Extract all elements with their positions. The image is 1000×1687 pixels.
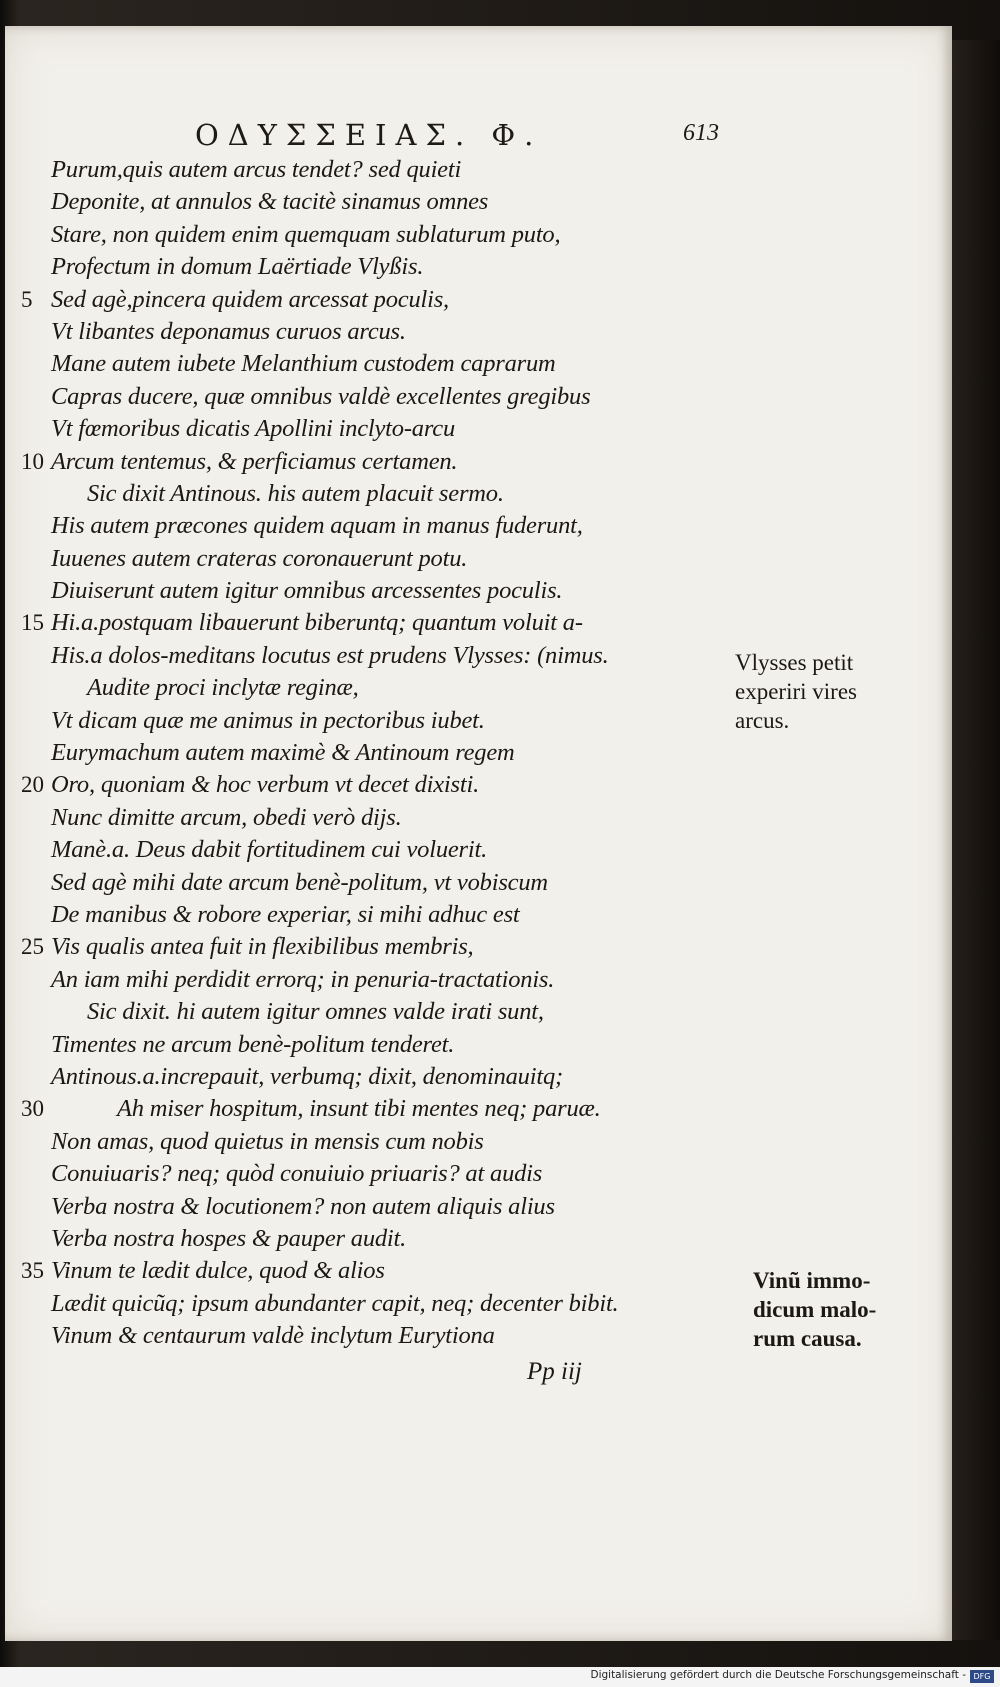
verse-line	[5, 543, 745, 575]
verse-text: Arcum tentemus, & perficiamus certamen.	[51, 447, 458, 475]
verse-line	[5, 478, 745, 510]
verse-line	[5, 575, 745, 607]
verse-line	[5, 413, 745, 445]
verse-line	[5, 1320, 745, 1352]
verse-text: Vis qualis antea fuit in flexibilibus membris,	[51, 933, 474, 961]
verse-text: Antinous.a.increpauit, verbumq; dixit, denominauitq;	[51, 1062, 563, 1090]
verse-text: His.a dolos-meditans locutus est prudens Vlysses: (nimus.	[51, 641, 609, 669]
verse-line	[5, 996, 745, 1028]
page-number: 613	[683, 120, 719, 146]
verse-line	[5, 899, 745, 931]
verse-text: Deponite, at annulos & tacitè sinamus omnes	[51, 188, 489, 216]
verse-line	[5, 1288, 745, 1320]
line-number: 30	[21, 1096, 44, 1122]
verse-text: Eurymachum autem maximè & Antinoum regem	[51, 739, 515, 767]
book-page	[5, 26, 952, 1641]
verse-line	[5, 1223, 745, 1255]
verse-text: Timentes ne arcum benè-politum tenderet.	[51, 1030, 455, 1058]
verse-text: Vt dicam quæ me animus in pectoribus iubet.	[51, 706, 485, 734]
margin-note-line: arcus.	[735, 708, 790, 733]
verse-text: Oro, quoniam & hoc verbum vt decet dixisti.	[51, 771, 479, 799]
verse-line	[5, 1255, 745, 1287]
verse-line	[5, 510, 745, 542]
verse-line	[5, 219, 745, 251]
verse-text-block	[5, 154, 745, 1352]
verse-line	[5, 1029, 745, 1061]
verse-line	[5, 186, 745, 218]
verse-text: Vt fœmoribus dicatis Apollini inclyto-arcu	[51, 415, 455, 443]
margin-note-line: dicum malo-	[753, 1297, 877, 1322]
verse-text: Manè.a. Deus dabit fortitudinem cui voluerit.	[51, 836, 488, 864]
verse-line	[5, 154, 745, 186]
margin-note-vinum	[753, 1266, 876, 1353]
verse-text: Nunc dimitte arcum, obedi verò dijs.	[51, 803, 402, 831]
verse-text: De manibus & robore experiar, si mihi adhuc est	[51, 900, 520, 928]
footer-credit: Digitalisierung gefördert durch die Deutsche Forschungsgemeinschaft -	[590, 1669, 966, 1681]
verse-line	[5, 867, 745, 899]
verse-line	[5, 1191, 745, 1223]
verse-text: Vt libantes deponamus curuos arcus.	[51, 317, 406, 345]
signature-mark: Pp iij	[527, 1358, 582, 1385]
line-number: 25	[21, 934, 44, 960]
verse-text: Stare, non quidem enim quemquam sublaturum puto,	[51, 220, 561, 248]
running-title: ΟΔΥΣΣΕΙΑΣ. Φ.	[195, 118, 543, 152]
verse-line	[5, 284, 745, 316]
verse-line	[5, 316, 745, 348]
verse-line	[5, 640, 745, 672]
verse-text: Vinum & centaurum valdè inclytum Eurytiona	[51, 1322, 495, 1350]
verse-text: Hi.a.postquam libauerunt biberuntq; quantum voluit a-	[51, 609, 583, 637]
margin-note-line: Vlysses petit	[735, 650, 854, 675]
verse-text: His autem præcones quidem aquam in manus fuderunt,	[51, 512, 583, 540]
digitization-footer	[0, 1667, 1000, 1687]
margin-note-line: Vinũ immo-	[753, 1268, 871, 1293]
line-number: 35	[21, 1258, 44, 1284]
line-number: 10	[21, 448, 44, 474]
verse-text: Sed agè,pincera quidem arcessat poculis,	[51, 285, 449, 313]
verse-text: Verba nostra hospes & pauper audit.	[51, 1224, 407, 1252]
page-header	[195, 118, 725, 158]
verse-line	[5, 964, 745, 996]
verse-text: Non amas, quod quietus in mensis cum nobis	[51, 1127, 484, 1155]
margin-note-line: experiri vires	[735, 679, 857, 704]
verse-line	[5, 607, 745, 639]
verse-line	[5, 705, 745, 737]
verse-text: Purum,quis autem arcus tendet? sed quieti	[51, 156, 462, 183]
verse-text: Verba nostra & locutionem? non autem aliquis alius	[51, 1192, 555, 1220]
verse-line	[5, 1126, 745, 1158]
verse-line	[5, 446, 745, 478]
verse-text: Diuiserunt autem igitur omnibus arcessentes poculis.	[51, 577, 563, 605]
verse-text: Sic dixit Antinous. his autem placuit sermo.	[87, 479, 504, 507]
verse-line	[5, 931, 745, 963]
facing-page-edge	[952, 40, 1000, 1640]
verse-text: Conuiuaris? neq; quòd conuiuio priuaris? at audis	[51, 1160, 543, 1188]
verse-text: Sic dixit. hi autem igitur omnes valde irati sunt,	[87, 998, 544, 1026]
verse-line	[5, 769, 745, 801]
verse-text: Lædit quicũq; ipsum abundanter capit, neq; decenter bibit.	[51, 1289, 619, 1317]
verse-line	[5, 802, 745, 834]
margin-note-line: rum causa.	[753, 1326, 862, 1351]
line-number: 20	[21, 772, 44, 798]
verse-line	[5, 381, 745, 413]
verse-line	[5, 737, 745, 769]
verse-text: Profectum in domum Laërtiade Vlyßis.	[51, 253, 424, 281]
verse-text: Mane autem iubete Melanthium custodem caprarum	[51, 350, 556, 378]
verse-text: Audite proci inclytæ reginæ,	[87, 674, 359, 702]
line-number: 5	[21, 286, 33, 312]
verse-line	[5, 1093, 745, 1125]
verse-text: Iuuenes autem crateras coronauerunt potu.	[51, 544, 468, 572]
margin-note-vlysses	[735, 648, 857, 735]
verse-line	[5, 672, 745, 704]
verse-line	[5, 348, 745, 380]
verse-line	[5, 1158, 745, 1190]
verse-line	[5, 251, 745, 283]
verse-text: Capras ducere, quæ omnibus valdè excellentes gregibus	[51, 382, 591, 410]
verse-text: Ah miser hospitum, insunt tibi mentes neq; paruæ.	[117, 1095, 601, 1123]
verse-line	[5, 1061, 745, 1093]
verse-text: An iam mihi perdidit errorq; in penuria-tractationis.	[51, 965, 555, 993]
verse-text: Sed agè mihi date arcum benè-politum, vt vobiscum	[51, 868, 548, 896]
line-number: 15	[21, 610, 44, 636]
verse-line	[5, 834, 745, 866]
verse-text: Vinum te lædit dulce, quod & alios	[51, 1257, 385, 1285]
dfg-logo-icon: DFG	[970, 1670, 994, 1683]
